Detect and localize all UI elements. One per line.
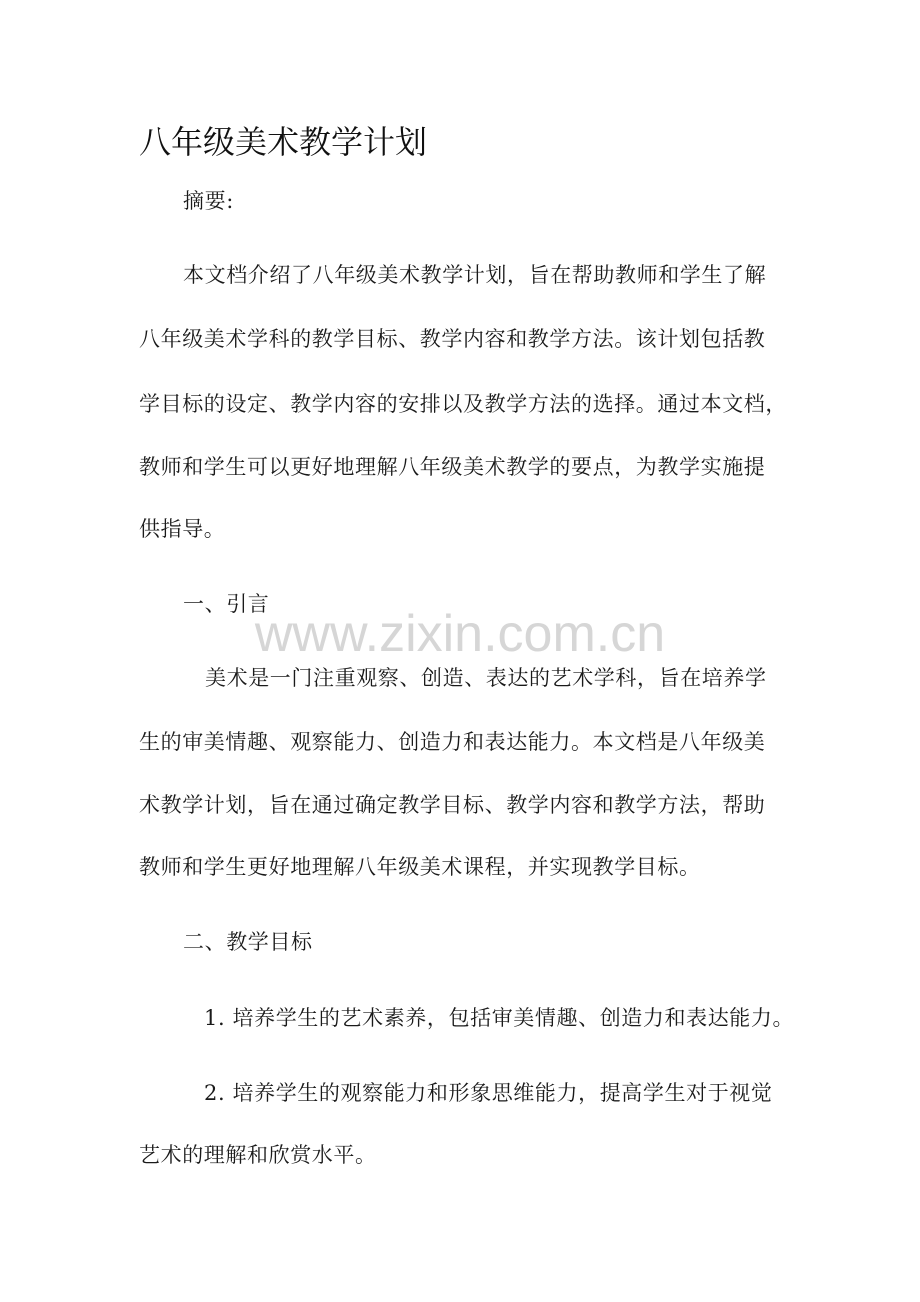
- introduction-line: 生的审美情趣、观察能力、创造力和表达能力。本文档是八年级美: [139, 730, 766, 754]
- introduction-line: 术教学计划，旨在通过确定教学目标、教学内容和教学方法，帮助: [139, 793, 766, 817]
- abstract-line: 本文档介绍了八年级美术教学计划，旨在帮助教师和学生了解: [183, 263, 767, 287]
- section-heading-teaching-goals: 二、教学目标: [183, 930, 313, 954]
- abstract-line: 八年级美术学科的教学目标、教学内容和教学方法。该计划包括教: [139, 327, 766, 351]
- goal-item-2-line: 2. 培养学生的观察能力和形象思维能力，提高学生对于视觉: [204, 1081, 773, 1105]
- abstract-label: 摘要:: [183, 189, 234, 213]
- introduction-line: 教师和学生更好地理解八年级美术课程，并实现教学目标。: [139, 855, 701, 879]
- document-title: 八年级美术教学计划: [139, 123, 428, 161]
- abstract-line: 供指导。: [139, 517, 226, 541]
- watermark: www.zixin.com.cn: [254, 605, 666, 663]
- abstract-line: 学目标的设定、教学内容的安排以及教学方法的选择。通过本文档，: [139, 392, 787, 416]
- introduction-line: 美术是一门注重观察、创造、表达的艺术学科，旨在培养学: [205, 666, 767, 690]
- goal-item-2-line: 艺术的理解和欣赏水平。: [139, 1143, 377, 1167]
- goal-item-1: 1. 培养学生的艺术素养，包括审美情趣、创造力和表达能力。: [204, 1006, 795, 1030]
- abstract-line: 教师和学生可以更好地理解八年级美术教学的要点，为教学实施提: [139, 455, 766, 479]
- section-heading-introduction: 一、引言: [183, 592, 270, 616]
